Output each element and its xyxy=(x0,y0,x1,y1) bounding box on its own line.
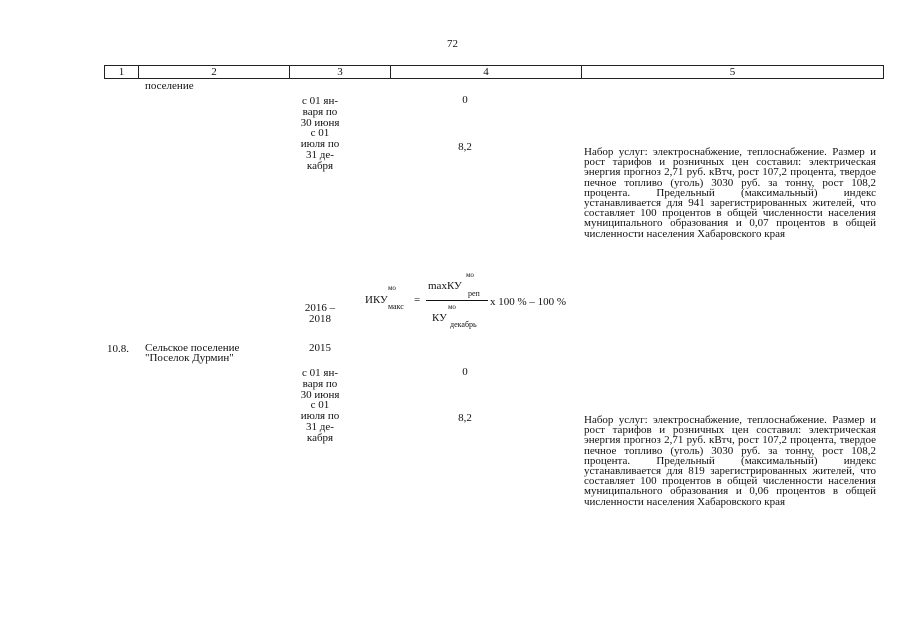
formula-fraction-line xyxy=(426,300,488,301)
header-col-5: 5 xyxy=(582,66,884,79)
row-b-value-1: 0 xyxy=(462,366,468,378)
formula-period: 2016 – 2018 xyxy=(304,302,336,325)
formula-equals: = xyxy=(414,294,421,306)
formula-lhs: ИКУ xyxy=(365,294,388,306)
row-a-name: поселение xyxy=(145,80,194,92)
row-b-name: Сельское поселение "Поселок Дурмин" xyxy=(145,342,240,364)
row-a-note: Набор услуг: электроснабжение, теплоснабжение. Размер и рост тарифов и розничных цен составил: электрическая энергия прогноз 2,71 руб. кВтч, рост 107,2 процента, твердое печное топливо (уголь) 3030 руб. за тонну, рост 108,2 процента. Предельный (максимальный) индекс устанавливается для 941 зарегистрированных жителей, что составляет 100 процентов в общей численности населения муниципального образования и 0,07 процентов в общей численности населения Хабаровского края xyxy=(584,146,876,240)
table-header xyxy=(104,65,884,79)
row-a-period-1: с 01 ян- варя по 30 июня xyxy=(300,95,340,129)
row-a-value-2: 8,2 xyxy=(458,141,472,153)
formula-den-sub: декабрь xyxy=(450,320,477,329)
header-col-2: 2 xyxy=(139,66,290,79)
row-b-note: Набор услуг: электроснабжение, теплоснабжение. Размер и рост тарифов и розничных цен составил: электрическая энергия прогноз 2,71 руб. кВтч, рост 107,2 процента, твердое печное топливо (уголь) 3030 руб. за тонну, рост 108,2 процента. Предельный (максимальный) индекс устанавливается для 819 зарегистрированных жителей, что составляет 100 процентов в общей численности населения муниципального образования и 0,06 процентов в общей численности населения Хабаровского края xyxy=(584,414,876,508)
row-b-period-2: с 01 июля по 31 де- кабря xyxy=(300,399,340,444)
formula-num-sub: реп xyxy=(468,289,480,298)
formula-num: maxКУ xyxy=(428,280,462,292)
row-b-value-2: 8,2 xyxy=(458,412,472,424)
formula-tail: x 100 % – 100 % xyxy=(490,296,567,308)
header-col-4: 4 xyxy=(391,66,582,79)
page-number: 72 xyxy=(447,38,458,50)
formula-den: КУ xyxy=(432,312,447,324)
header-col-3: 3 xyxy=(290,66,391,79)
formula xyxy=(360,270,600,332)
header-col-1: 1 xyxy=(105,66,139,79)
formula-lhs-sup: мо xyxy=(388,284,396,292)
formula-lhs-sub: макс xyxy=(388,302,404,311)
row-b-period-1: с 01 ян- варя по 30 июня xyxy=(300,367,340,401)
formula-den-sup: мо xyxy=(448,303,456,311)
row-a-period-2: с 01 июля по 31 де- кабря xyxy=(300,127,340,172)
formula-num-sup: мо xyxy=(466,271,474,279)
row-a-value-1: 0 xyxy=(462,94,468,106)
row-b-year: 2015 xyxy=(309,342,331,354)
row-b-number: 10.8. xyxy=(107,343,129,355)
